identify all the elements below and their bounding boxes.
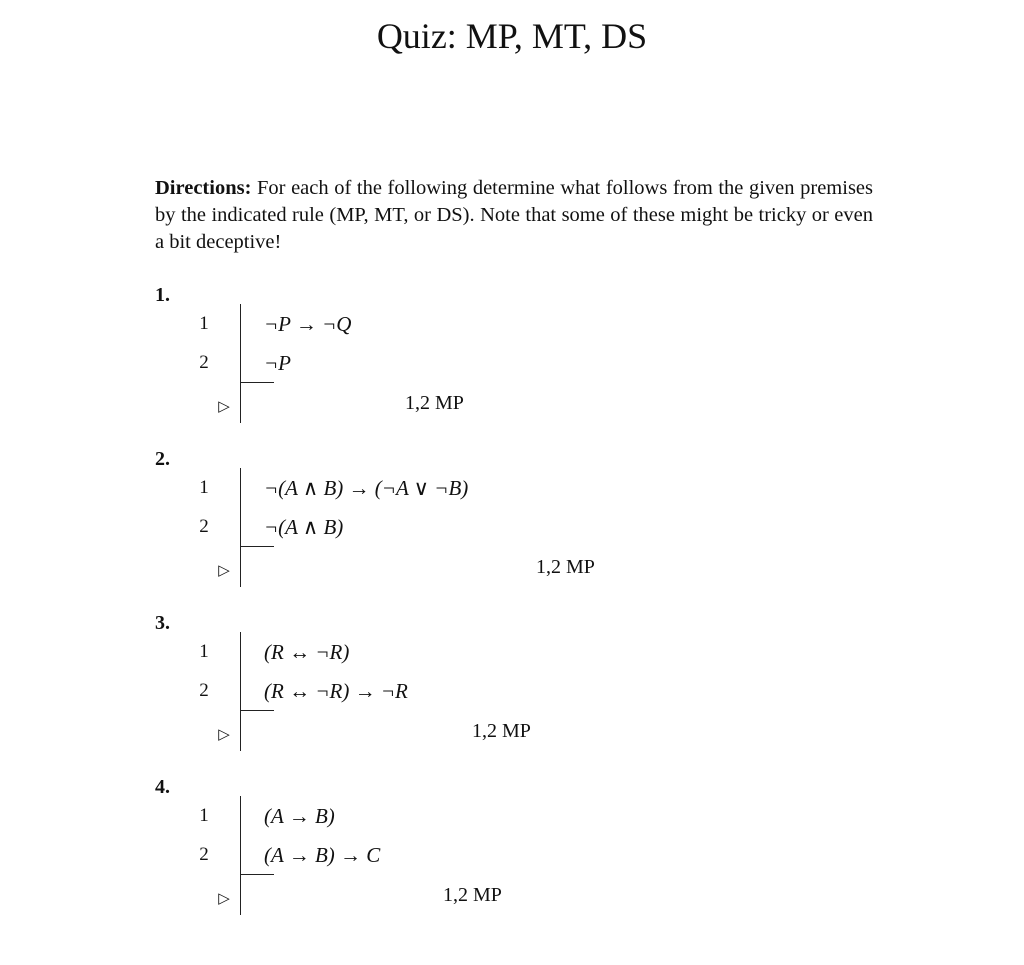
justification: 1,2 MP [472, 720, 531, 742]
fitch-bar [240, 874, 274, 875]
problem-number: 4. [155, 776, 170, 798]
problem-3 [0, 612, 1024, 762]
line-number: 2 [199, 352, 209, 373]
directions-paragraph [155, 175, 873, 256]
premise-formula: ¬P → ¬Q [264, 312, 352, 336]
problem-1 [0, 284, 1024, 434]
conclusion-marker: ▷ [218, 399, 230, 415]
line-number: 2 [199, 516, 209, 537]
proof-scope-line [240, 468, 241, 587]
fitch-bar [240, 710, 274, 711]
premise-formula: (A → B) [264, 804, 335, 828]
fitch-bar [240, 382, 274, 383]
quiz-title: Quiz: MP, MT, DS [376, 16, 648, 56]
premise-formula: (A → B) → C [264, 843, 381, 867]
line-number: 2 [199, 680, 209, 701]
premise-formula: ¬(A ∧ B) [264, 515, 344, 539]
problem-2 [0, 448, 1024, 598]
line-number: 1 [199, 477, 209, 498]
directions-label: Directions: [155, 177, 252, 199]
line-number: 2 [199, 844, 209, 865]
proof-scope-line [240, 632, 241, 751]
conclusion-marker: ▷ [218, 727, 230, 743]
conclusion-marker: ▷ [218, 563, 230, 579]
justification: 1,2 MP [536, 556, 595, 578]
conclusion-marker: ▷ [218, 891, 230, 907]
line-number: 1 [199, 641, 209, 662]
problem-number: 3. [155, 612, 170, 634]
line-number: 1 [199, 805, 209, 826]
problem-number: 1. [155, 284, 170, 306]
premise-formula: (R ↔ ¬R) → ¬R [264, 679, 408, 703]
premise-formula: (R ↔ ¬R) [264, 640, 350, 664]
premise-formula: ¬P [264, 351, 291, 375]
fitch-bar [240, 546, 274, 547]
line-number: 1 [199, 313, 209, 334]
directions-text: For each of the following determine what follows from the given premises by the indicated rule (MP, MT, or DS). Note that some of these might be tricky or even a bit deceptive! [155, 177, 873, 253]
proof-scope-line [240, 304, 241, 423]
justification: 1,2 MP [405, 392, 464, 414]
justification: 1,2 MP [443, 884, 502, 906]
proof-scope-line [240, 796, 241, 915]
problem-number: 2. [155, 448, 170, 470]
premise-formula: ¬(A ∧ B) → (¬A ∨ ¬B) [264, 476, 469, 500]
problem-4 [0, 776, 1024, 926]
